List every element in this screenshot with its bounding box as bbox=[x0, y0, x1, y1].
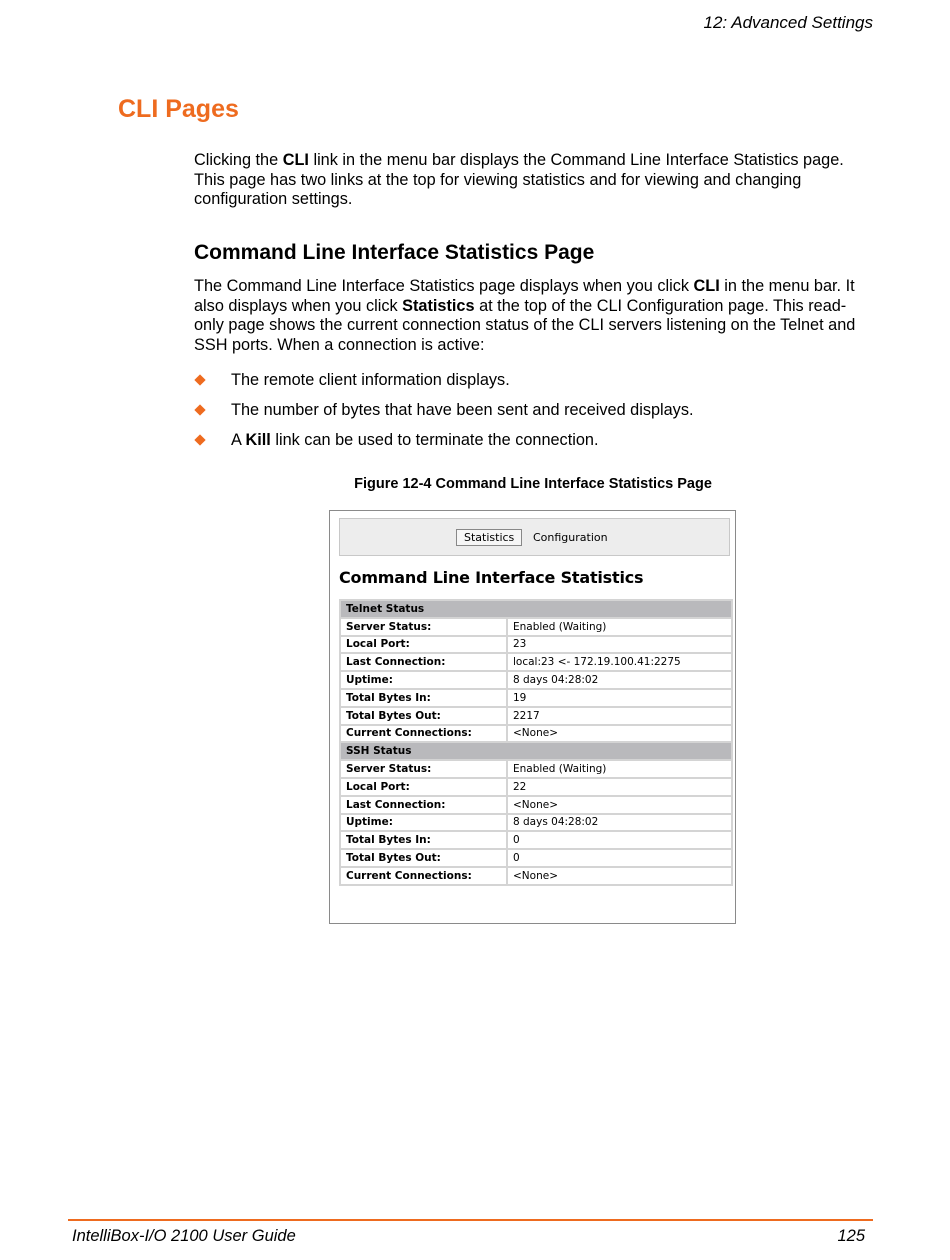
row-value: Enabled (Waiting) bbox=[508, 619, 731, 635]
table-row bbox=[341, 761, 731, 777]
bullet-list bbox=[194, 370, 864, 460]
list-item bbox=[194, 430, 864, 460]
section-title: CLI Pages bbox=[118, 95, 239, 123]
body-cli-bold: CLI bbox=[693, 277, 720, 295]
bullet-kill-bold: Kill bbox=[245, 431, 271, 449]
telnet-status-header: Telnet Status bbox=[341, 601, 731, 617]
row-value: Enabled (Waiting) bbox=[508, 761, 731, 777]
body-text-3: at the top of the CLI Configuration page. This read-only page shows the current connection status of the CLI servers listening on the Telnet and SSH ports. When a connection is active: bbox=[194, 296, 856, 355]
table-row bbox=[341, 654, 731, 670]
row-label: Total Bytes Out: bbox=[341, 708, 506, 724]
cli-statistics-table bbox=[339, 599, 733, 886]
row-value: 0 bbox=[508, 850, 731, 866]
row-value: <None> bbox=[508, 726, 731, 742]
list-item bbox=[194, 400, 864, 430]
row-label: Server Status: bbox=[341, 619, 506, 635]
table-group-header bbox=[341, 743, 731, 759]
row-value: 19 bbox=[508, 690, 731, 706]
cli-statistics-title: Command Line Interface Statistics bbox=[339, 568, 644, 587]
body-statistics-bold: Statistics bbox=[402, 296, 475, 315]
intro-cli-bold: CLI bbox=[282, 151, 309, 169]
row-value: 2217 bbox=[508, 708, 731, 724]
body-text-1: The Command Line Interface Statistics page displays when you click bbox=[194, 277, 694, 295]
table-row bbox=[341, 708, 731, 724]
list-item bbox=[194, 370, 864, 400]
row-label: Total Bytes Out: bbox=[341, 850, 506, 866]
table-row bbox=[341, 637, 731, 653]
statistics-link[interactable]: Statistics bbox=[456, 529, 522, 546]
row-value: <None> bbox=[508, 797, 731, 813]
diamond-bullet-icon bbox=[194, 404, 205, 415]
bullet-text: The remote client information displays. bbox=[231, 371, 510, 389]
row-label: Uptime: bbox=[341, 672, 506, 688]
figure-caption: Figure 12-4 Command Line Interface Statistics Page bbox=[354, 476, 712, 492]
intro-paragraph bbox=[194, 151, 864, 210]
body-text-2: in the menu bar. It also displays when you click bbox=[194, 277, 855, 315]
table-row bbox=[341, 868, 731, 884]
row-value: <None> bbox=[508, 868, 731, 884]
intro-text-1: Clicking the bbox=[194, 151, 283, 169]
configuration-link[interactable]: Configuration bbox=[533, 531, 608, 544]
row-value: local:23 <- 172.19.100.41:2275 bbox=[508, 654, 731, 670]
row-value: 0 bbox=[508, 832, 731, 848]
table-row bbox=[341, 690, 731, 706]
row-label: Last Connection: bbox=[341, 797, 506, 813]
cli-menu-bar bbox=[339, 518, 730, 556]
ssh-status-header: SSH Status bbox=[341, 743, 731, 759]
footer-divider bbox=[68, 1219, 873, 1221]
diamond-bullet-icon bbox=[194, 434, 205, 445]
row-label: Total Bytes In: bbox=[341, 832, 506, 848]
table-row bbox=[341, 797, 731, 813]
row-label: Local Port: bbox=[341, 637, 506, 653]
row-label: Total Bytes In: bbox=[341, 690, 506, 706]
table-row bbox=[341, 850, 731, 866]
row-label: Server Status: bbox=[341, 761, 506, 777]
table-row bbox=[341, 619, 731, 635]
bullet-text: The number of bytes that have been sent and received displays. bbox=[231, 401, 694, 419]
table-row bbox=[341, 672, 731, 688]
table-group-header bbox=[341, 601, 731, 617]
bullet-text-pre: A bbox=[231, 431, 246, 449]
page-number: 125 bbox=[837, 1227, 865, 1245]
row-value: 8 days 04:28:02 bbox=[508, 672, 731, 688]
table-row bbox=[341, 726, 731, 742]
row-label: Current Connections: bbox=[341, 726, 506, 742]
figure-screenshot bbox=[329, 510, 736, 924]
table-row bbox=[341, 815, 731, 831]
row-label: Local Port: bbox=[341, 779, 506, 795]
row-label: Uptime: bbox=[341, 815, 506, 831]
intro-text-2: link in the menu bar displays the Command Line Interface Statistics page. This page has two links at the top for viewing statistics and for viewing and changing configuration settings. bbox=[194, 151, 844, 209]
bullet-text-post: link can be used to terminate the connection. bbox=[270, 431, 599, 449]
table-row bbox=[341, 832, 731, 848]
subsection-heading: Command Line Interface Statistics Page bbox=[194, 241, 595, 264]
row-label: Last Connection: bbox=[341, 654, 506, 670]
row-label: Current Connections: bbox=[341, 868, 506, 884]
row-value: 23 bbox=[508, 637, 731, 653]
row-value: 8 days 04:28:02 bbox=[508, 815, 731, 831]
row-value: 22 bbox=[508, 779, 731, 795]
chapter-header: 12: Advanced Settings bbox=[703, 13, 873, 32]
diamond-bullet-icon bbox=[194, 374, 205, 385]
footer-guide-title: IntelliBox-I/O 2100 User Guide bbox=[72, 1227, 296, 1245]
body-paragraph bbox=[194, 277, 864, 356]
table-row bbox=[341, 779, 731, 795]
